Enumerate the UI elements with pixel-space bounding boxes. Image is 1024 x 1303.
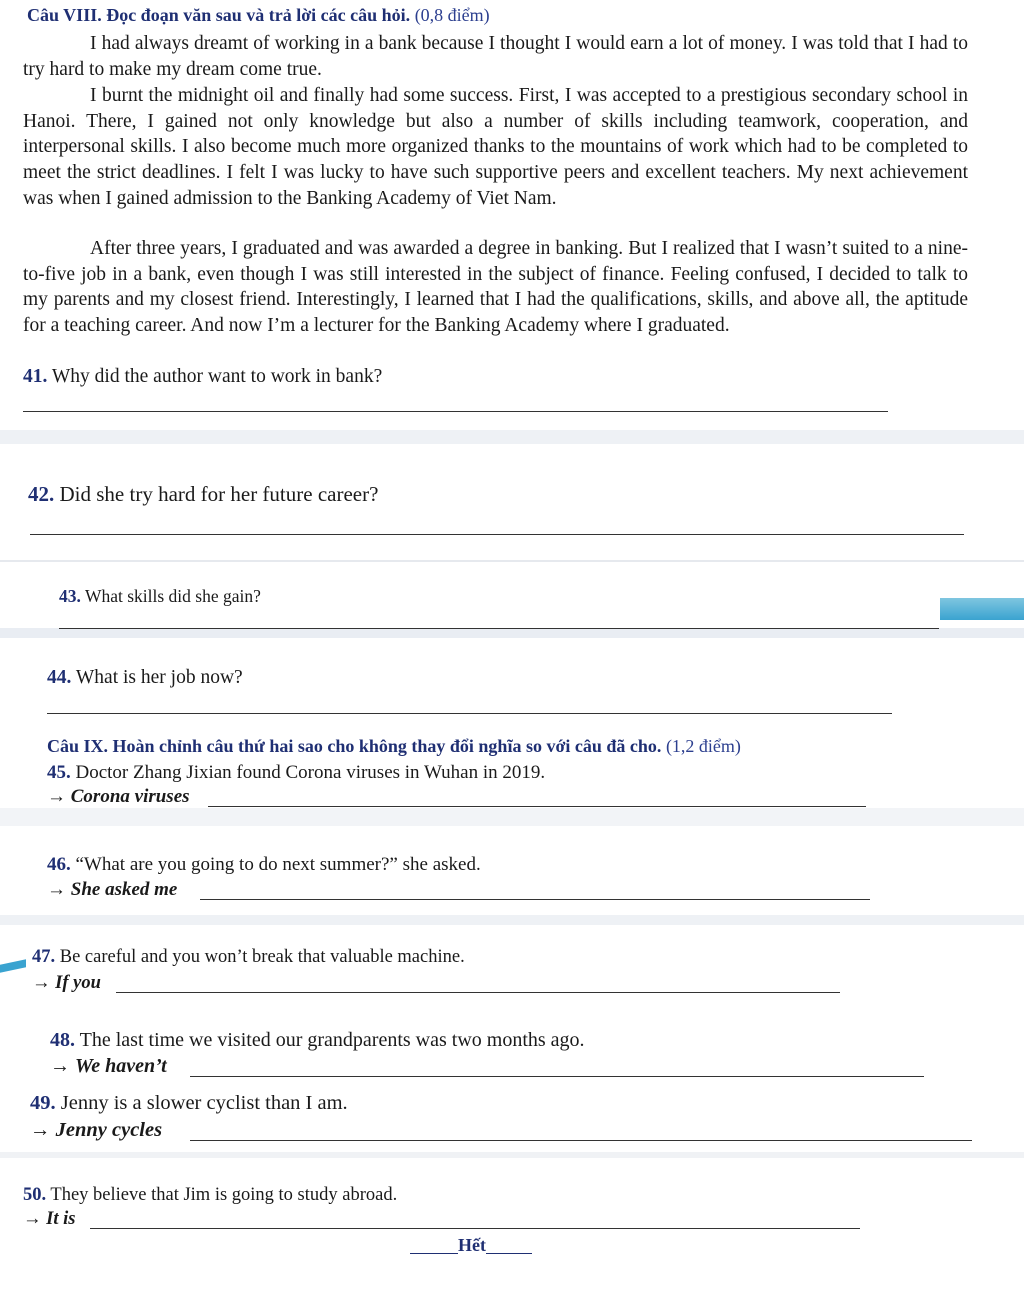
exercise-45: [47, 762, 545, 784]
arrow: →: [50, 1055, 70, 1077]
rewrite-lead: It is: [46, 1209, 76, 1229]
arrow: →: [47, 879, 66, 900]
question-41: [23, 366, 382, 388]
exercise-text: Doctor Zhang Jixian found Corona viruses in Wuhan in 2019.: [75, 762, 546, 783]
section-9-title: Câu IX. Hoàn chỉnh câu thứ hai sao cho không thay đổi nghĩa so với câu đã cho.: [47, 736, 662, 756]
exercise-text: Be careful and you won’t break that valuable machine.: [59, 947, 465, 967]
exercise-49: [30, 1092, 348, 1115]
paragraph-3: After three years, I graduated and was awarded a degree in banking. But I realized that I wasn’t suited to a nine-to-five job in a bank, even though I was still interested in the subject of finance. Feeling confused, I decided to talk to my parents and my closest friend. Interestingly, I learned that I had the qualifications, skills, and above all, the aptitude for a teaching career. And now I’m a lecturer for the Banking Academy where I graduated.: [23, 238, 968, 337]
rewrite-46: [47, 879, 177, 901]
question-text: Did she try hard for her future career?: [59, 482, 379, 506]
question-text: What skills did she gain?: [84, 586, 261, 606]
answer-line-44[interactable]: [47, 713, 892, 714]
rewrite-45: [47, 786, 190, 808]
scan-strip: [0, 915, 1024, 925]
question-text: Why did the author want to work in bank?: [51, 366, 383, 387]
rewrite-lead: We haven’t: [75, 1055, 167, 1077]
rewrite-50: [23, 1209, 75, 1230]
exercise-46: [47, 854, 481, 876]
scan-strip: [0, 560, 1024, 562]
answer-line-45[interactable]: [208, 806, 866, 807]
answer-line-47[interactable]: [116, 992, 840, 993]
arrow: →: [23, 1209, 42, 1229]
exercise-text: Jenny is a slower cyclist than I am.: [60, 1092, 348, 1114]
exercise-number: 45.: [47, 762, 71, 783]
question-44: [47, 667, 243, 689]
end-text: Hết: [458, 1235, 486, 1255]
section-8-heading: [27, 5, 490, 26]
exercise-number: 49.: [30, 1092, 56, 1114]
question-number: 43.: [59, 586, 81, 606]
end-left-rule: [410, 1253, 458, 1254]
rewrite-47: [32, 973, 101, 994]
section-9-heading: [47, 736, 741, 757]
exercise-50: [23, 1185, 397, 1206]
answer-line-46[interactable]: [200, 899, 870, 900]
section-9-score: (1,2 điểm): [665, 736, 741, 756]
answer-line-42[interactable]: [30, 534, 964, 535]
exercise-48: [50, 1029, 585, 1052]
scan-accent: [940, 598, 1024, 620]
exercise-text: “What are you going to do next summer?” she asked.: [75, 854, 481, 875]
section-8-title: Câu VIII. Đọc đoạn văn sau và trả lời các câu hỏi.: [27, 5, 411, 25]
exercise-number: 48.: [50, 1029, 75, 1051]
exercise-number: 47.: [32, 947, 56, 967]
question-number: 42.: [28, 482, 55, 506]
end-marker: [410, 1235, 532, 1256]
question-text: What is her job now?: [75, 667, 243, 688]
exercise-text: The last time we visited our grandparents was two months ago.: [79, 1029, 585, 1051]
scan-strip: [0, 808, 1024, 826]
rewrite-lead: Jenny cycles: [55, 1119, 163, 1141]
rewrite-lead: She asked me: [70, 879, 178, 900]
answer-line-50[interactable]: [90, 1228, 860, 1229]
answer-line-41[interactable]: [23, 411, 888, 412]
rewrite-lead: Corona viruses: [70, 786, 190, 807]
scan-strip: [0, 628, 1024, 638]
scan-strip: [0, 430, 1024, 444]
scan-strip: [0, 1152, 1024, 1158]
rewrite-48: [50, 1055, 167, 1078]
arrow: →: [30, 1119, 51, 1141]
arrow: →: [32, 973, 51, 993]
rewrite-lead: If you: [55, 973, 101, 993]
question-number: 44.: [47, 667, 72, 688]
question-42: [28, 482, 378, 507]
question-43: [59, 586, 261, 607]
exercise-text: They believe that Jim is going to study abroad.: [50, 1185, 398, 1205]
section-8-score: (0,8 điểm): [414, 5, 490, 25]
paragraph-2: I burnt the midnight oil and finally had some success. First, I was accepted to a prestigious secondary school in Hanoi. There, I gained not only knowledge but also a number of skills including teamwork, cooperation, and interpersonal skills. I also become much more organized thanks to the mountains of work which had to be completed to meet the strict deadlines. I felt I was lucky to have such supportive peers and excellent teachers. My next achievement was when I gained admission to the Banking Academy of Viet Nam.: [23, 85, 968, 209]
answer-line-49[interactable]: [190, 1140, 972, 1141]
scan-accent: [0, 959, 26, 973]
rewrite-49: [30, 1119, 162, 1142]
answer-line-43[interactable]: [59, 628, 939, 629]
answer-line-48[interactable]: [190, 1076, 924, 1077]
paragraph-1: I had always dreamt of working in a bank because I thought I would earn a lot of money. I was told that I had to try hard to make my dream come true.: [23, 33, 968, 80]
exercise-47: [32, 947, 465, 968]
exercise-number: 46.: [47, 854, 71, 875]
arrow: →: [47, 786, 66, 807]
exercise-number: 50.: [23, 1185, 47, 1205]
question-number: 41.: [23, 366, 48, 387]
end-right-rule: [486, 1253, 532, 1254]
